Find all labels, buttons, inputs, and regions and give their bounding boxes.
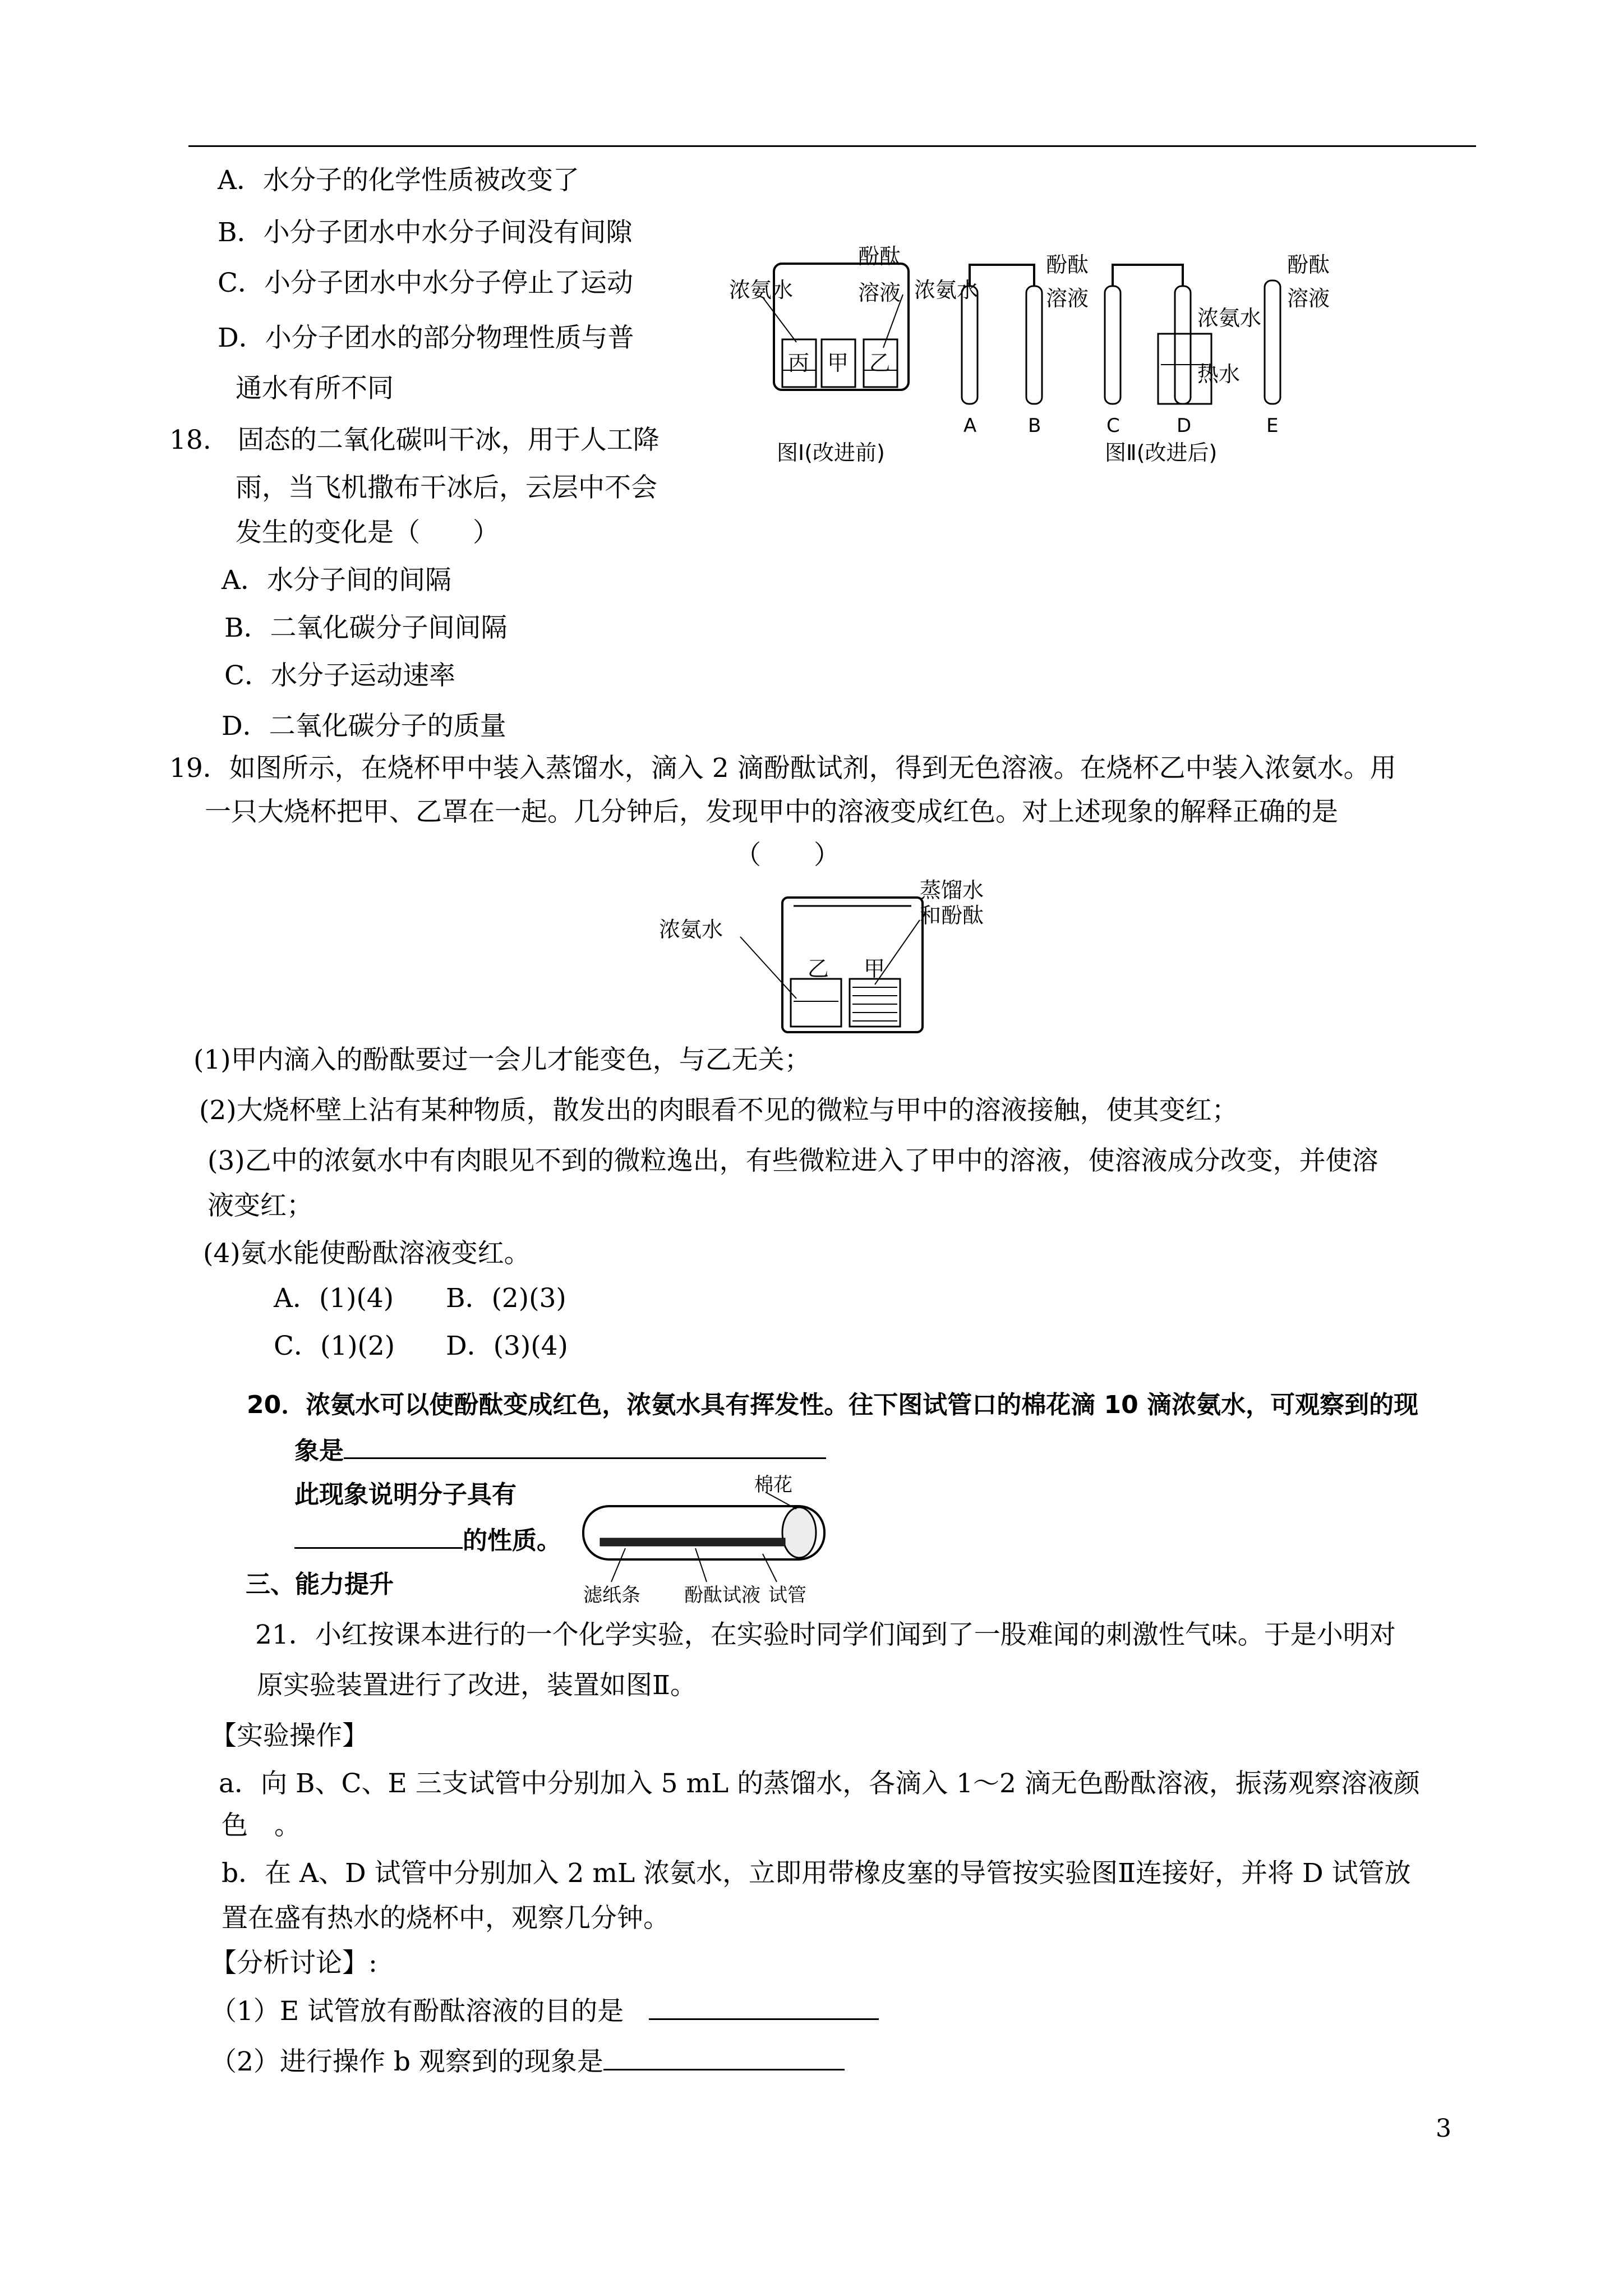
q17-option-d-line2: 通水有所不同: [236, 373, 394, 404]
q21-blank-2[interactable]: [603, 2042, 845, 2070]
fig2-tube-a: A: [963, 415, 977, 437]
fig1-label-phenol-a: 酚酞: [858, 244, 901, 269]
fig2-tube-e: E: [1266, 415, 1279, 437]
q20-stem-line2: [294, 1430, 826, 1468]
q19-fig-beaker-yi: 乙: [808, 956, 829, 981]
fig2-label-strong-ammonia-d: 浓氨水: [1197, 306, 1262, 330]
q21-operation-a-line1: a．向 B、C、E 三支试管中分别加入 5 mL 的蒸馏水，各滴入 1～2 滴无色酚酞溶液，振荡观察溶液颜: [219, 1768, 1420, 1799]
fig1-beaker-jia: 甲: [827, 351, 849, 375]
fig1-label-phenol-b: 溶液: [858, 280, 901, 305]
q19-statement-3-line2: 液变红；: [208, 1190, 313, 1221]
q20-stem-line4: [294, 1520, 561, 1558]
q19-statement-2: (2)大烧杯壁上沾有某种物质，散发出的肉眼看不见的微粒与甲中的溶液接触，使其变红；: [199, 1095, 1238, 1126]
q19-option-a: A．(1)(4): [274, 1283, 394, 1314]
q18-option-c: C．水分子运动速率: [224, 660, 455, 691]
fig2-label-phenol-e-a: 酚酞: [1287, 252, 1330, 277]
q20-test-tube-figure: [566, 1474, 880, 1612]
q18-option-a: A．水分子间的间隔: [222, 565, 451, 596]
fig1-caption: 图Ⅰ(改进前): [777, 440, 885, 465]
q19-option-d: D．(3)(4): [446, 1331, 568, 1361]
fig1-beaker-bing: 丙: [788, 351, 810, 375]
fig2-label-phenol-b-a: 酚酞: [1046, 252, 1089, 277]
q20-stem-line1: 20．浓氨水可以使酚酞变成红色，浓氨水具有挥发性。往下图试管口的棉花滴 10 滴浓氨水，可观察到的现: [247, 1391, 1419, 1419]
q21-discussion-2: [210, 2042, 845, 2079]
q18-option-b: B．二氧化碳分子间间隔: [224, 613, 508, 643]
q19-stem-line1: 19．如图所示，在烧杯甲中装入蒸馏水，滴入 2 滴酚酞试剂，得到无色溶液。在烧杯乙中装入浓氨水。用: [169, 753, 1396, 784]
q21-discussion-2-text: （2）进行操作 b 观察到的现象是: [210, 2046, 603, 2077]
q17-option-a: A．水分子的化学性质被改变了: [218, 165, 579, 196]
q20-blank-phenomenon[interactable]: [344, 1430, 826, 1459]
q17-option-c: C．小分子团水中水分子停止了运动: [218, 268, 633, 298]
fig2-label-phenol-b-b: 溶液: [1046, 286, 1089, 311]
fig2-tube-b: B: [1028, 415, 1041, 437]
q20-fig-tube: 试管: [768, 1584, 806, 1607]
fig1-beaker-yi: 乙: [869, 351, 891, 375]
q21-discussion-header: 【分析讨论】:: [210, 1948, 377, 1978]
q18-stem-line3: 发生的变化是（ ）: [236, 517, 499, 548]
q19-statement-1: (1)甲内滴入的酚酞要过一会儿才能变色，与乙无关；: [193, 1045, 811, 1075]
q21-discussion-1-text: （1）E 试管放有酚酞溶液的目的是: [210, 1996, 624, 2027]
q20-fig-cotton: 棉花: [754, 1474, 792, 1496]
q19-fig-label-water-2: 和酚酞: [920, 903, 984, 928]
apparatus-figure-1-2: [729, 241, 1357, 485]
fig2-tube-c: C: [1106, 415, 1120, 437]
fig2-tube-d: D: [1177, 415, 1192, 437]
fig2-caption: 图Ⅱ(改进后): [1105, 440, 1218, 465]
q21-operation-a-line2: 色 。: [222, 1810, 301, 1841]
fig2-label-phenol-e-b: 溶液: [1287, 286, 1330, 311]
q20-stem-line3: 此现象说明分子具有: [294, 1480, 517, 1509]
q21-operation-b-line2: 置在盛有热水的烧杯中，观察几分钟。: [222, 1903, 670, 1934]
q19-fig-label-ammonia: 浓氨水: [659, 917, 723, 942]
q21-discussion-1: [210, 1991, 879, 2028]
q19-statement-3-line1: (3)乙中的浓氨水中有肉眼见不到的微粒逸出，有些微粒进入了甲中的溶液，使溶液成分改变，并使溶: [208, 1145, 1378, 1176]
q20-stem-line4-text: 的性质。: [463, 1526, 561, 1555]
fig2-label-hot-water: 热水: [1197, 362, 1241, 386]
header-rule: [188, 145, 1476, 147]
q19-option-c: C．(1)(2): [274, 1331, 395, 1361]
q18-stem-line2: 雨，当飞机撒布干冰后，云层中不会: [236, 472, 657, 503]
q20-fig-phenol: 酚酞试液: [684, 1584, 760, 1607]
q18-option-d: D．二氧化碳分子的质量: [222, 711, 506, 742]
q21-stem-line1: 21．小红按课本进行的一个化学实验，在实验时同学们闻到了一股难闻的刺激性气味。于是小明对: [255, 1619, 1396, 1650]
q20-blank-property[interactable]: [294, 1520, 463, 1549]
q20-stem-line2-text: 象是: [294, 1437, 344, 1465]
fig1-label-strong-ammonia: 浓氨水: [729, 278, 794, 302]
q19-option-b: B．(2)(3): [446, 1283, 566, 1314]
q19-statement-4: (4)氨水能使酚酞溶液变红。: [203, 1238, 531, 1269]
q19-fig-label-water-1: 蒸馏水: [920, 878, 984, 903]
q19-answer-paren: （ ）: [735, 840, 840, 871]
q18-stem-line1: 18. 固态的二氧化碳叫干冰，用于人工降: [169, 425, 660, 455]
fig2-label-strong-ammonia-a: 浓氨水: [914, 278, 979, 302]
section-3-heading: 三、能力提升: [246, 1570, 394, 1599]
q17-option-d-line1: D．小分子团水的部分物理性质与普: [218, 323, 634, 353]
q19-stem-line2: 一只大烧杯把甲、乙罩在一起。几分钟后，发现甲中的溶液变成红色。对上述现象的解释正确的是: [205, 797, 1338, 827]
q21-operation-b-line1: b．在 A、D 试管中分别加入 2 mL 浓氨水，立即用带橡皮塞的导管按实验图Ⅱ连接好，并将 D 试管放: [222, 1858, 1411, 1889]
q17-option-b: B．小分子团水中水分子间没有间隙: [218, 217, 633, 248]
q19-fig-beaker-jia: 甲: [864, 956, 886, 981]
q19-beaker-figure: [656, 878, 993, 1040]
q21-stem-line2: 原实验装置进行了改进，装置如图Ⅱ。: [257, 1670, 697, 1701]
q20-fig-filter-paper: 滤纸条: [583, 1584, 640, 1607]
q21-operation-header: 【实验操作】: [210, 1720, 368, 1751]
q21-blank-1[interactable]: [649, 1991, 879, 2020]
page-number: 3: [1436, 2114, 1451, 2143]
